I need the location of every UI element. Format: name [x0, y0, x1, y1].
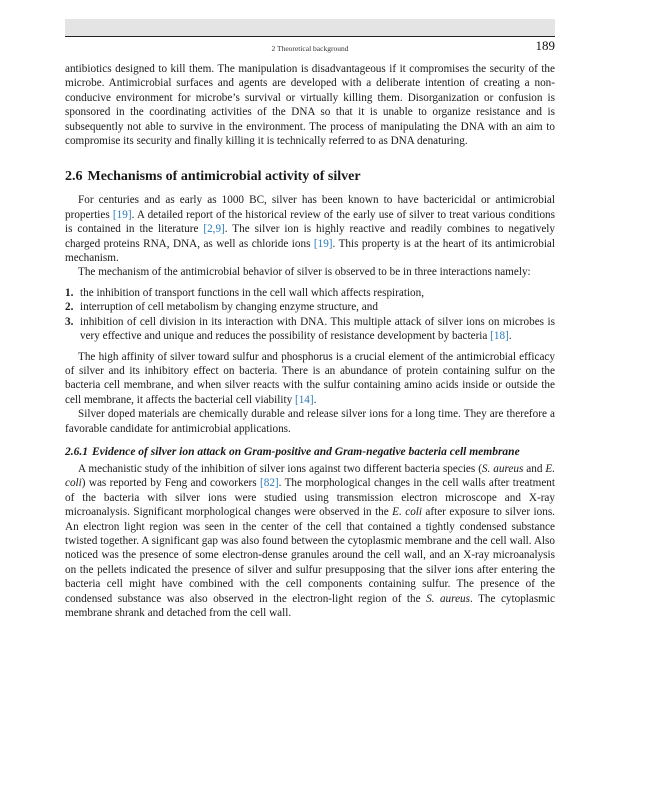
list-marker: 3.: [65, 315, 74, 328]
text-run: The high affinity of silver toward sulfur and phosphorus is a crucial element of the antimicrobial efficacy of silver and its inhibitory effect on bacteria. There is an abundance of protein containing sulfur on the bacteria cell membrane, and when silver reacts with the sulfur containing amino acids inside or outside the cell membrane, it affects the bacterial cell viability: [65, 350, 555, 406]
section-title: Mechanisms of antimicrobial activity of silver: [87, 169, 361, 185]
page-header: [65, 36, 555, 57]
list-item-text: the inhibition of transport functions in the cell wall which affects respiration,: [80, 286, 425, 299]
section-paragraph-4: Silver doped materials are chemically durable and release silver ions for a long time. They are therefore a favorable candidate for antimicrobial applications.: [65, 408, 555, 435]
subsection-heading: [65, 445, 555, 460]
species-name: S. aureus: [426, 592, 470, 605]
mechanism-list: [65, 286, 555, 344]
intro-paragraph: antibiotics designed to kill them. The manipulation is disadvantageous if it compromises the security of the microbe. Antimicrobial surfaces and agents are developed with a deliberate intention of creating a non-conducive environment for microbe’s survival or virtually killing them. Disorganization or confusion is sponsored in the coordinating activities of the DNA so that it is unable to organize resistance and is subsequently not able to survive in the environment. The process of manipulating the DNA with an aim to compromise its security and finally killing it is technically referred to as DNA denaturing.: [65, 63, 555, 148]
text-run: . The silver ion is highly reactive and readily combines to negatively charged proteins RNA, DNA, as well as chloride ions: [65, 223, 555, 250]
citation-link[interactable]: [14]: [294, 393, 314, 406]
list-item: [65, 315, 555, 344]
text-run: .: [313, 393, 317, 406]
section-paragraph-3: [65, 350, 555, 408]
text-run: .: [508, 330, 512, 343]
list-marker: 2.: [65, 301, 74, 314]
page-number: 189: [535, 38, 555, 53]
list-item-text: interruption of cell metabolism by changing enzyme structure, and: [80, 301, 378, 314]
running-head: 2 Theoretical background: [271, 44, 349, 53]
text-run: . This property is at the heart of its antimicrobial mechanism.: [65, 237, 555, 265]
text-run: . The morphological changes in the cell walls after treatment of the bacteria with silver ions were studied using transmission electron microscope and X-ray microanalysis. Significant morphological changes were observed in the: [65, 477, 555, 519]
list-marker: 1.: [65, 286, 74, 299]
list-item: [65, 286, 555, 300]
species-name: E. coli: [392, 506, 422, 519]
citation-link[interactable]: [82]: [260, 477, 279, 490]
text-run: and: [523, 462, 546, 475]
subsection-paragraph-1: [65, 462, 555, 620]
text-run: ) was reported by Feng and coworkers: [81, 477, 260, 490]
list-item: [65, 300, 555, 314]
section-number: 2.6: [65, 169, 83, 185]
citation-link[interactable]: [19]: [313, 237, 333, 250]
citation-link[interactable]: [19]: [112, 208, 132, 221]
text-run: after exposure to silver ions. An electron light region was seen in the center of the cell that contained a tightly condensed substance twisted together. A significant gap was also found between the cytoplasmic membrane and the cell wall. Also noticed was the presence of some electron-dense granules around the cell wall, and an X-ray microanalysis on the pellets indicated the presence of silver and sulfur presupposing that the silver ions after entering the bacteria cell might have combined with the cell components containing sulfur. The presence of the condensed substance was also observed in the electron-light region of the: [65, 506, 555, 605]
page-body: [65, 62, 555, 620]
section-paragraph-2: The mechanism of the antimicrobial behavior of silver is observed to be in three interactions namely:: [78, 266, 531, 279]
species-name: E. coli: [65, 462, 555, 490]
citation-link[interactable]: [2,9]: [203, 223, 225, 236]
subsection-number: 2.6.1: [65, 445, 88, 458]
text-run: inhibition of cell division in its interaction with DNA. This multiple attack of silver ions on microbes is very effective and unique and reduces the possibility of resistance development by bacteria: [80, 315, 555, 343]
subsection-title: Evidence of silver ion attack on Gram-positive and Gram-negative bacteria cell membrane: [92, 445, 520, 458]
list-item-text: [80, 315, 555, 344]
section-paragraph-1: [65, 193, 555, 265]
text-run: . A detailed report of the historical review of the early use of silver to treat various conditions is contained in the literature: [65, 208, 556, 236]
species-name: S. aureus: [481, 462, 524, 475]
text-run: For centuries and as early as 1000 BC, silver has been known to have bactericidal or antimicrobial properties: [65, 194, 555, 221]
text-run: A mechanistic study of the inhibition of silver ions against two different bacteria species (: [78, 462, 482, 475]
section-heading: [65, 168, 555, 185]
citation-link[interactable]: [18]: [490, 330, 509, 343]
text-run: . The cytoplasmic membrane shrank and detached from the cell wall.: [65, 592, 556, 619]
top-bar: [65, 19, 555, 36]
